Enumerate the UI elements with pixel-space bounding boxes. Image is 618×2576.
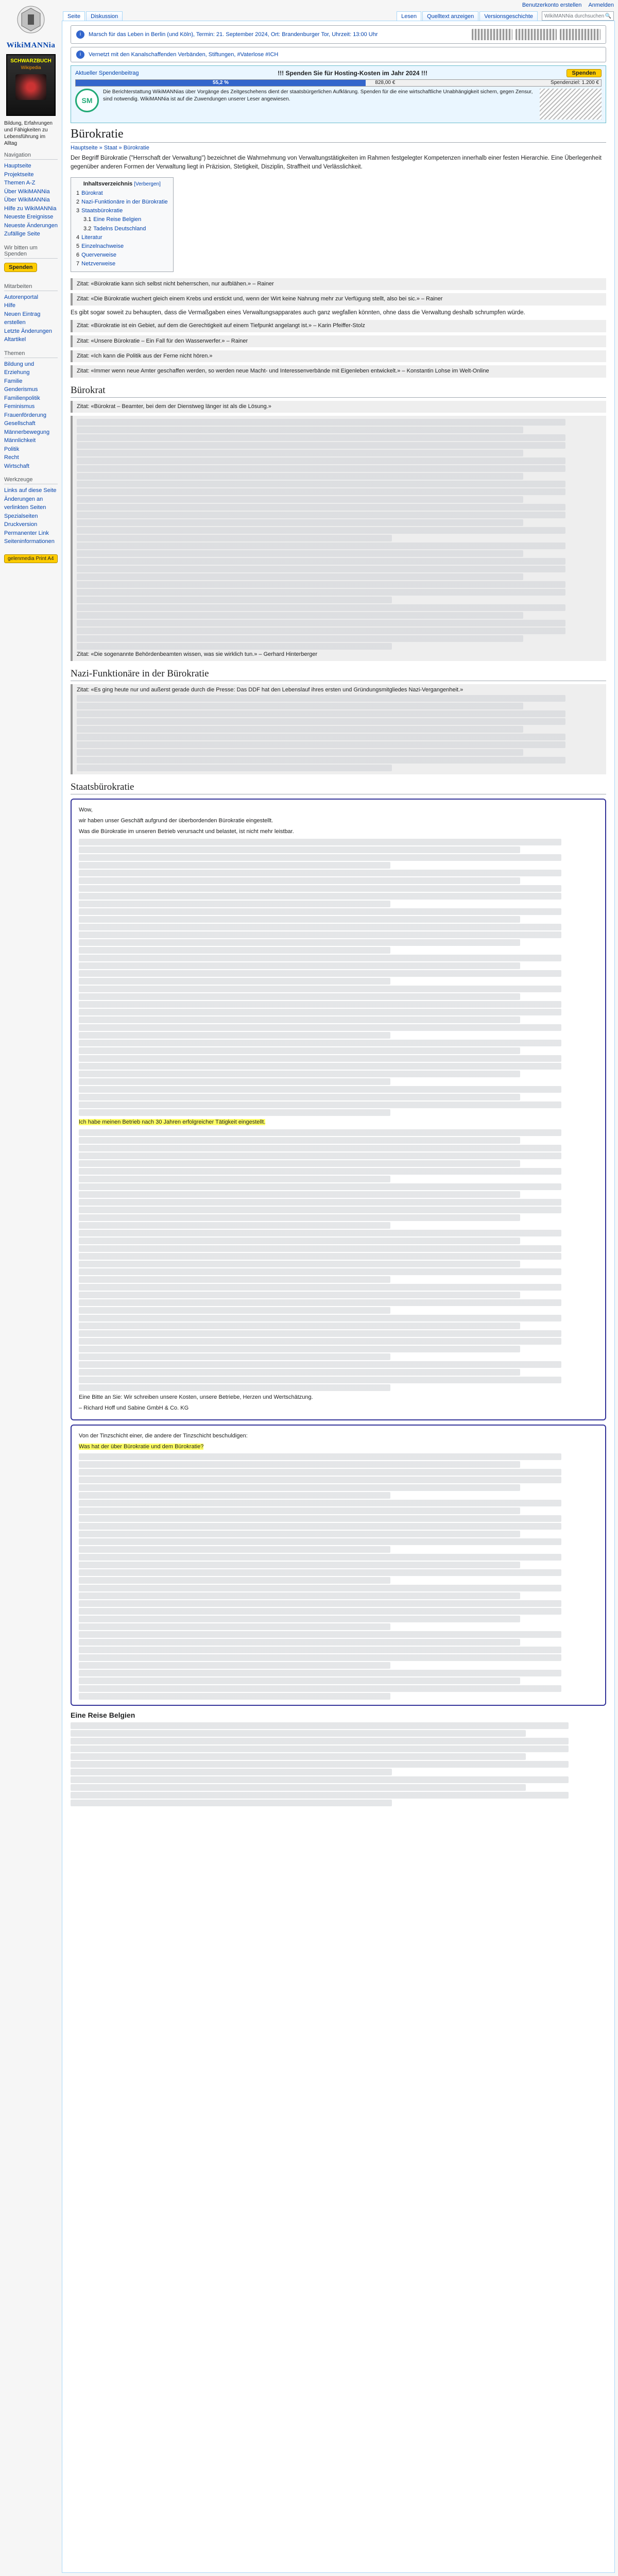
letter-line: wir haben unser Geschäft aufgrund der überbordenden Bürokratie eingestellt.	[79, 817, 273, 824]
nav-link[interactable]: Feminismus	[4, 403, 35, 410]
portal-title: Themen	[4, 350, 58, 358]
nav-link[interactable]: Seiteninformationen	[4, 538, 55, 545]
portal-title: Wir bitten um Spenden	[4, 245, 58, 259]
portal-title: Werkzeuge	[4, 477, 58, 484]
nav-link[interactable]: Themen A-Z	[4, 180, 36, 186]
sidebar	[0, 0, 62, 2576]
donate-button[interactable]: Spenden	[566, 69, 602, 77]
portal-navigation	[4, 152, 58, 239]
progress-goal: Spendenziel: 1.200 €	[551, 80, 599, 86]
toc-link[interactable]: Netzverweise	[81, 260, 116, 267]
nav-link[interactable]: Autorenportal	[4, 294, 39, 300]
main-content	[62, 21, 615, 2573]
sidebar-footer-badge[interactable]: gelenmedia Print A4	[4, 554, 58, 563]
site-notice-network	[71, 47, 606, 62]
quote-block: Zitat: «Ich kann die Politik aus der Ferne nicht hören.»	[71, 350, 606, 362]
tab-history[interactable]: Versionsgeschichte	[479, 11, 538, 21]
toc-number: 2	[76, 199, 80, 206]
nav-link[interactable]: Familie	[4, 378, 23, 384]
quote-block: Zitat: «Immer wenn neue Amter geschaffen werden, so werden neue Macht- und Interessenverbände mit Eigenleben entwickelt.» – Konstantin Lohse im Welt-Online	[71, 365, 606, 377]
toc-link[interactable]: Tadelns Deutschland	[93, 225, 146, 232]
quote-block: Zitat: «Die Bürokratie wuchert gleich einem Krebs und erstickt und, wenn der Wirt keine Nahrung mehr zur Verfügung stellt, also bei sic.» – Rainer	[71, 293, 606, 305]
progress-percent: 55,2 %	[212, 80, 229, 86]
toc-number: 7	[76, 260, 80, 267]
toc-link[interactable]: Bürokrat	[81, 190, 103, 197]
namespace-tabs	[63, 11, 124, 21]
donation-text: Die Berichterstattung WikiMANNias über Vorgänge des Zeitgeschehens dient der staatsbürgerlichen Aufklärung. Spenden für die eine wirtschaftliche Unabhängigkeit sichern, gegen Zensur, sind notwendig. WikiMANNia ist auf die Zuwendungen unserer Leser angewiesen.	[103, 89, 533, 102]
letter-intro: Von der Tinzschicht einer, die andere der Tinzschicht beschuldigen:	[79, 1432, 248, 1439]
letter-line: Was die Bürokratie im unseren Betrieb verursacht und belastet, ist nicht mehr leistbar.	[79, 828, 294, 835]
section-heading-buerokrat: Bürokrat	[71, 385, 606, 398]
login-link[interactable]: Anmelden	[588, 2, 614, 8]
donation-illustration	[540, 89, 602, 120]
letter-closing: Eine Bitte an Sie: Wir schreiben unsere Kosten, unsere Betriebe, Herzen und Wertschätzung.	[79, 1394, 313, 1400]
section-heading-staatsbuerokratie: Staatsbürokratie	[71, 782, 606, 794]
nav-link[interactable]: Neueste Ereignisse	[4, 214, 54, 220]
nav-link[interactable]: Bildung und Erziehung	[4, 361, 35, 376]
nav-link[interactable]: Projektseite	[4, 171, 34, 178]
letter-block	[71, 799, 606, 1420]
nav-link[interactable]: Politik	[4, 446, 20, 452]
donation-headline: !!! Spenden Sie für Hosting-Kosten im Jahr 2024 !!!	[278, 70, 427, 77]
toc-toggle[interactable]: [Verbergen]	[134, 181, 161, 188]
portal-themen	[4, 350, 58, 471]
nav-link[interactable]: Änderungen an verlinkten Seiten	[4, 496, 46, 511]
nav-link[interactable]: Frauenförderung	[4, 412, 46, 418]
table-of-contents	[71, 177, 174, 272]
donation-progress-bar	[75, 79, 602, 87]
progress-amount: 828,00 €	[375, 80, 396, 86]
quote-block: Zitat: «Bürokrat – Beamter, bei dem der Dienstweg länger ist als die Lösung.»	[71, 401, 606, 413]
info-icon: i	[76, 50, 84, 59]
toc-item[interactable]	[76, 260, 168, 268]
nav-link[interactable]: Männlichkeit	[4, 437, 36, 444]
sidebar-donate-button[interactable]: Spenden	[4, 263, 37, 272]
notice-text[interactable]: Vernetzt mit den Kanalschaffenden Verbänden, Stiftungen, #Vaterlose #ICH	[89, 52, 279, 58]
quote-block	[71, 684, 606, 774]
long-quote-block	[71, 416, 606, 660]
donation-link[interactable]: Aktueller Spendenbeitrag	[75, 70, 139, 76]
section-heading-nazi-funktionaere: Nazi-Funktionäre in der Bürokratie	[71, 668, 606, 681]
notice-banner-image	[472, 29, 600, 40]
tab-discussion[interactable]: Diskussion	[86, 11, 123, 21]
toc-number: 4	[76, 234, 80, 241]
nav-link[interactable]: Neueste Änderungen	[4, 222, 58, 229]
nav-link[interactable]: Gesellschaft	[4, 420, 36, 427]
info-icon: i	[76, 30, 84, 39]
portal-title: Navigation	[4, 152, 58, 160]
nav-link[interactable]: Links auf diese Seite	[4, 487, 57, 494]
nav-link[interactable]: Hauptseite	[4, 163, 31, 169]
toc-number: 3	[76, 208, 80, 214]
quote-block: Zitat: «Bürokratie kann sich selbst nicht beherrschen, nur aufblähen.» – Rainer	[71, 278, 606, 290]
search-placeholder: WikiMANNia durchsuchen	[544, 13, 605, 19]
notice-text[interactable]: Marsch für das Leben in Berlin (und Köln), Termin: 21. September 2024, Ort: Brandenburger Tor, Uhrzeit: 13:00 Uhr	[89, 31, 378, 38]
donation-banner	[71, 65, 606, 123]
subsection-heading-reise-belgien: Eine Reise Belgien	[71, 1711, 135, 1720]
quote-block: Zitat: «Unsere Bürokratie – Ein Fall für den Wasserwerfer.» – Rainer	[71, 335, 606, 347]
toc-link[interactable]: Nazi-Funktionäre in der Bürokratie	[81, 199, 168, 206]
nav-link[interactable]: Wirtschaft	[4, 463, 29, 469]
letter-block	[71, 1425, 606, 1706]
portal-mitarbeiten	[4, 283, 58, 344]
toc-link[interactable]: Staatsbürokratie	[81, 208, 123, 214]
book-title: SCHWARZBUCH	[10, 58, 52, 64]
toc-link[interactable]: Querverweise	[81, 251, 116, 258]
letter-greeting: Wow,	[79, 806, 93, 813]
site-notice-event	[71, 25, 606, 44]
site-logo[interactable]	[4, 4, 58, 50]
portal-title: Mitarbeiten	[4, 283, 58, 291]
nav-link[interactable]: Hilfe	[4, 302, 16, 309]
toc-link[interactable]: Einzelnachweise	[81, 243, 124, 249]
tab-view-source[interactable]: Quelltext anzeigen	[422, 11, 478, 21]
intro-paragraph: Der Begriff Bürokratie ("Herrschaft der Verwaltung") bezeichnet die Wahrnehmung von Verwaltungstätigkeiten im Rahmen festgelegter Kompetenzen innerhalb einer festen Hierarchie. Eine Überlegenheit gegenüber anderen Formen der Verwaltung liegt in Präzision, Stetigkeit, Disziplin, Straffheit und Verlässlichkeit.	[71, 155, 602, 170]
highlighted-text: Ich habe meinen Betrieb nach 30 Jahren erfolgreicher Tätigkeit eingestellt.	[79, 1118, 266, 1125]
create-account-link[interactable]: Benutzerkonto erstellen	[522, 2, 582, 8]
toc-item[interactable]	[76, 198, 168, 207]
search-input[interactable]	[542, 11, 614, 21]
nav-link[interactable]: Familienpolitik	[4, 395, 40, 401]
schwarzbuch-banner[interactable]	[6, 54, 56, 116]
site-tagline: Bildung, Erfahrungen und Fähigkeiten zu Lebensführung im Alltag	[4, 121, 53, 146]
nav-link[interactable]: Über WikiMANNia	[4, 197, 50, 203]
portal-support	[4, 245, 58, 277]
toc-item[interactable]	[76, 215, 168, 224]
nav-link[interactable]: Letzte Änderungen	[4, 328, 52, 334]
letter-signature: – Richard Hoff und Sabine GmbH & Co. KG	[79, 1404, 189, 1411]
tab-read[interactable]: Lesen	[397, 11, 421, 21]
quote-attribution: Zitat: «Die sogenannte Behördenbeamten wissen, was sie wirklich tun.» – Gerhard Hinterberger	[77, 651, 318, 658]
toc-item[interactable]	[76, 189, 168, 198]
nav-link[interactable]: Druckversion	[4, 521, 38, 528]
toc-link[interactable]: Literatur	[81, 234, 102, 241]
book-subtitle: Wikipedia	[21, 65, 41, 70]
nav-link[interactable]: Männerbewegung	[4, 429, 50, 435]
nav-link[interactable]: Genderismus	[4, 386, 38, 393]
nav-link[interactable]: Permanenter Link	[4, 530, 49, 536]
toc-number: 3.1	[83, 216, 92, 223]
nav-link[interactable]: Recht	[4, 454, 19, 461]
highlighted-text: Was hat der über Bürokratie und dem Bürokratie?	[79, 1443, 204, 1450]
toc-number: 6	[76, 251, 80, 258]
top-bar	[62, 0, 618, 21]
logo-icon	[6, 4, 56, 40]
view-tabs	[397, 11, 614, 21]
nav-link[interactable]: Über WikiMANNia	[4, 188, 50, 195]
tab-page[interactable]: Seite	[63, 11, 85, 21]
sm-badge-icon: SM	[75, 89, 99, 112]
personal-tools	[517, 2, 614, 8]
toc-title: Inhaltsverzeichnis	[83, 181, 133, 188]
toc-number: 5	[76, 243, 80, 249]
toc-number: 3.2	[83, 225, 92, 232]
nav-link[interactable]: Hilfe zu WikiMANNia	[4, 205, 57, 212]
book-cover-image	[15, 74, 46, 100]
nav-link[interactable]: Zufällige Seite	[4, 231, 40, 237]
portal-werkzeuge	[4, 477, 58, 546]
toc-number: 1	[76, 190, 80, 197]
nav-link[interactable]: Altartikel	[4, 336, 26, 343]
quote-block: Zitat: «Bürokratie ist ein Gebiet, auf dem die Gerechtigkeit auf einem Tiefpunkt angelangt ist.» – Karin Pfeiffer-Stolz	[71, 320, 606, 332]
toc-item[interactable]	[76, 225, 168, 233]
breadcrumb[interactable]: Hauptseite » Staat » Bürokratie	[71, 145, 149, 151]
site-name: WikiMANNia	[6, 41, 56, 49]
section-body	[71, 1722, 606, 1806]
toc-item[interactable]	[76, 251, 168, 260]
toc-item[interactable]	[76, 207, 168, 215]
search-icon[interactable]: 🔍	[605, 13, 611, 19]
quote-text: Zitat: «Es ging heute nur und außerst gerade durch die Presse: Das DDF hat den Lebenslauf ihres ersten und Gründungsmitgliedes Nazi-Vergangenheit.»	[77, 686, 464, 693]
toc-item[interactable]	[76, 233, 168, 242]
toc-item[interactable]	[76, 242, 168, 251]
nav-link[interactable]: Spezialseiten	[4, 513, 38, 519]
paragraph: Es gibt sogar soweit zu behaupten, dass die Vermaßgaben eines Verwaltungsapparates auch ganz wegfallen könnten, ohne dass die Verwaltung deshalb schrumpfen würde.	[71, 309, 525, 316]
page-title: Bürokratie	[71, 127, 606, 143]
toc-link[interactable]: Eine Reise Belgien	[93, 216, 142, 223]
nav-link[interactable]: Neuen Eintrag erstellen	[4, 311, 41, 326]
